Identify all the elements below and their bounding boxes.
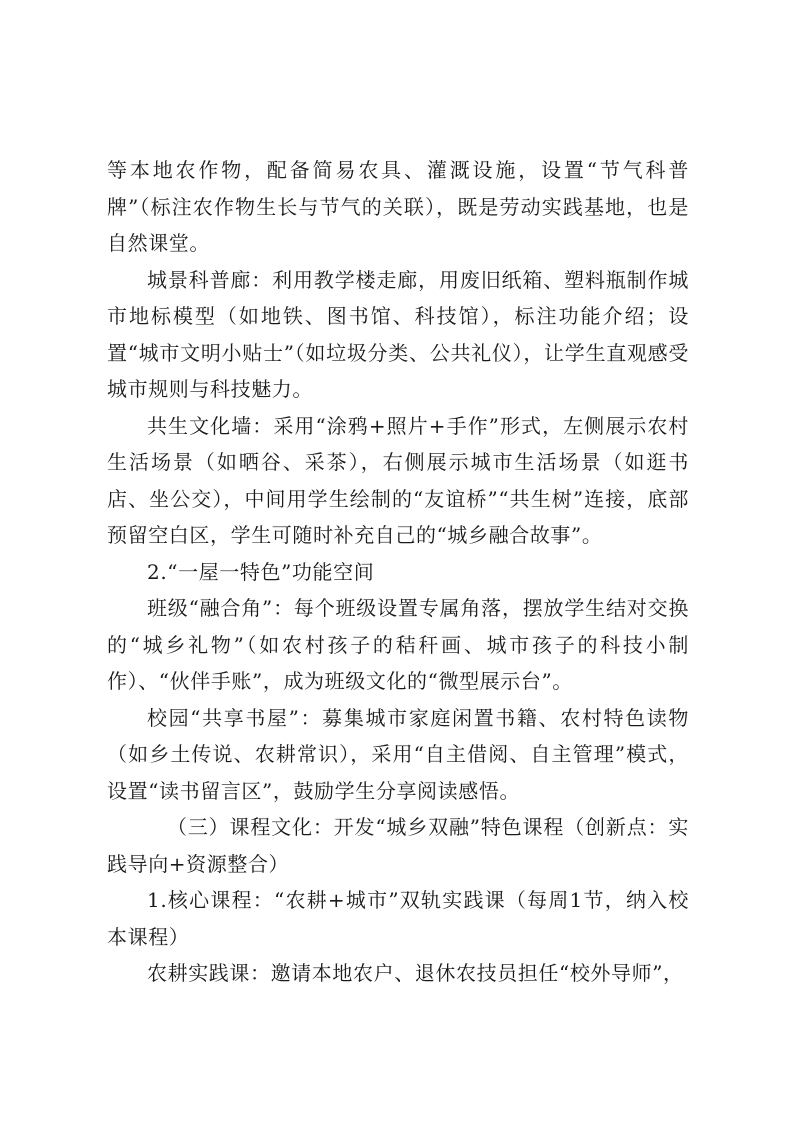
paragraph-class-fusion-corner: 班级“融合角”：每个班级设置专属角落，摆放学生结对交换的“城乡礼物”（如农村孩子的秸秆画、城市孩子的科技小制作）、“伙伴手账”，成为班级文化的“微型展示台”。 — [107, 596, 689, 693]
paragraph-city-science-corridor: 城景科普廊：利用教学楼走廊，用废旧纸箱、塑料瓶制作城市地标模型（如地铁、图书馆、科技馆），标注功能介绍；设置“城市文明小贴士”（如垃圾分类、公共礼仪），让学生直观感受城市规则与科技魅力。 — [107, 267, 689, 401]
paragraph-crops-continued: 等本地农作物，配备简易农具、灌溉设施，设置“节气科普牌”（标注农作物生长与节气的关联），既是劳动实践基地，也是自然课堂。 — [107, 158, 689, 255]
heading-one-room-one-feature: 2.“一屋一特色”功能空间 — [147, 559, 375, 584]
heading-core-course: 1.核心课程：“农耕+城市”双轨实践课（每周1节，纳入校本课程） — [107, 888, 689, 949]
paragraph-symbiosis-culture-wall: 共生文化墙：采用“涂鸦+照片+手作”形式，左侧展示农村生活场景（如晒谷、采茶），右侧展示城市生活场景（如逛书店、坐公交），中间用学生绘制的“友谊桥”“共生树”连接，底部预留空白区，学生可随时补充自己的“城乡融合故事”。 — [107, 413, 689, 547]
document-body — [107, 152, 689, 992]
heading-curriculum-culture: （三）课程文化：开发“城乡双融”特色课程（创新点：实践导向+资源整合） — [107, 815, 689, 876]
paragraph-shared-book-house: 校园“共享书屋”：募集城市家庭闲置书籍、农村特色读物（如乡土传说、农耕常识），采用“自主借阅、自主管理”模式，设置“读书留言区”，鼓励学生分享阅读感悟。 — [107, 705, 689, 803]
paragraph-farming-practice: 农耕实践课：邀请本地农户、退休农技员担任“校外导师”， — [147, 961, 684, 985]
